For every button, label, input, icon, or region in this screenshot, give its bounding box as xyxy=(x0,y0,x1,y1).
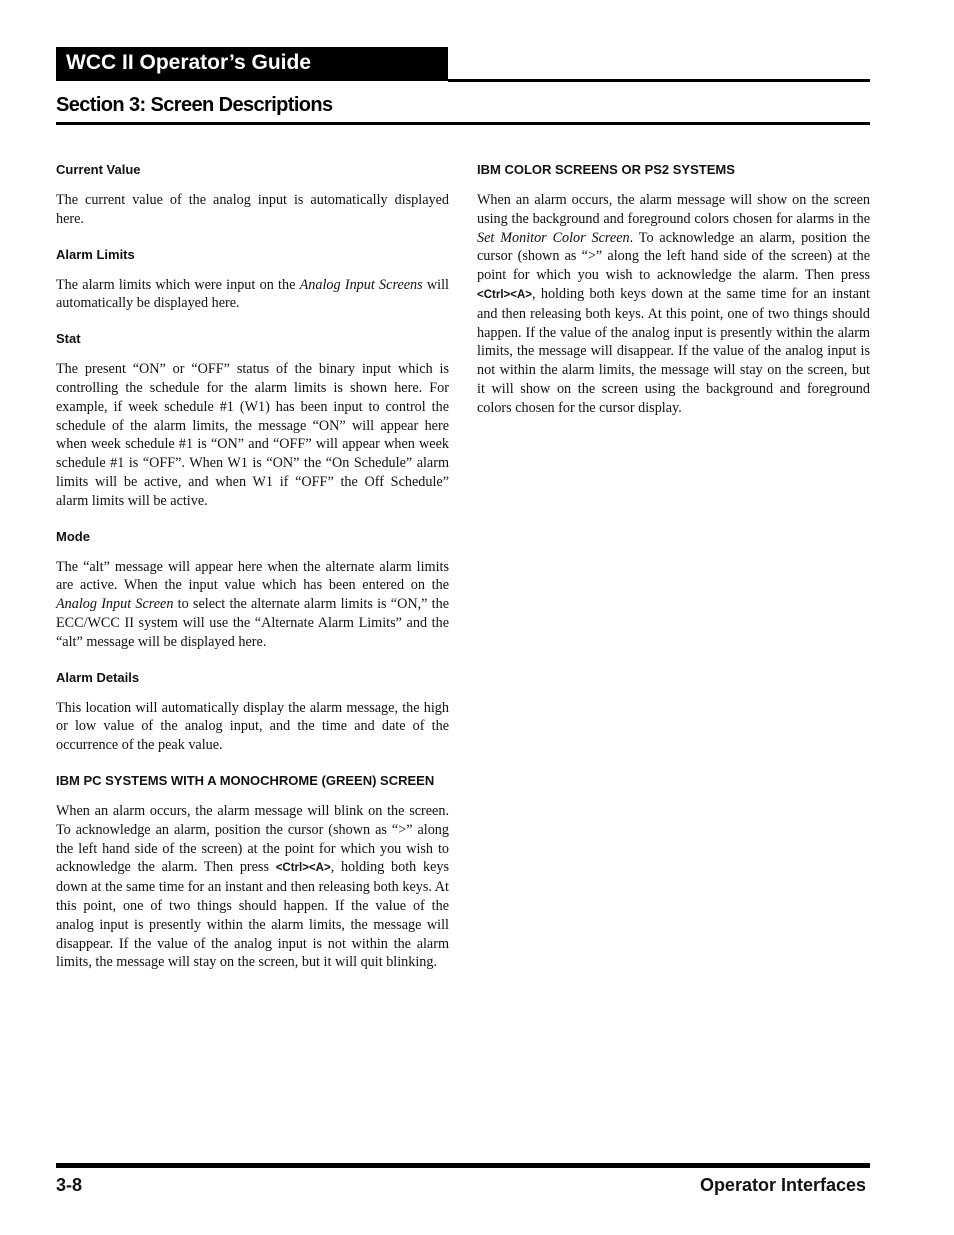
alarm-limits-heading: Alarm Limits xyxy=(56,246,135,262)
ctrl-a-key: <Ctrl><A> xyxy=(275,862,331,875)
current-value-heading: Current Value xyxy=(56,162,141,177)
page-number: 3-8 xyxy=(56,1175,83,1195)
mode-heading: Mode xyxy=(56,528,90,544)
ibm-color-heading: IBM COLOR SCREENS OR PS2 SYSTEMS xyxy=(477,162,735,177)
footer-title: Operator Interfaces xyxy=(699,1175,866,1195)
stat-heading: Stat xyxy=(56,331,81,347)
mode-text: The “alt” message will appear here when the alternate alarm limits are active. When the input value which has been entered on the Analog Input Screen to select the alternate alarm limits is “ON,” the ECC/WCC II system will use the “Alternate Alarm Limits” and the “alt” message will be displayed here. xyxy=(56,558,449,650)
ibm-color-text: When an alarm occurs, the alarm message will show on the screen using the background and foreground colors chosen for alarms in the Set Monitor Color Screen. To acknowledge an alarm, position the cursor (shown as “>” along the left hand side of the screen) at the point for which you wish to acknowledge the alarm. Then press <Ctrl><A>, holding both keys down at the same time for an instant and then releasing both keys. At this point, one of two things should happen. If the value of the analog input is presently within the alarm limits, the message will disappear. If the value of the analog input is not within the alarm limits, the message will stay on the screen, but it will show on the screen using the background and foreground colors chosen for the cursor display. xyxy=(477,192,870,416)
ibm-mono-text: When an alarm occurs, the alarm message will blink on the screen. To acknowledge an alarm, position the cursor (shown as “>” along the left hand side of the screen) at the point for which you wish to acknowledge the alarm. Then press <Ctrl><A>, holding both keys down at the same time for an instant and then releasing both keys. At this point, one of two things should happen. If the value of the analog input is presently within the alarm limits, the message will disappear. If the value of the analog input is not within the alarm limits, the message will stay on the screen, but it will quit blinking. xyxy=(56,802,449,971)
section-title: Section 3: Screen Descriptions xyxy=(56,94,333,116)
alarm-limits-text: The alarm limits which were input on the Analog Input Screens will automatically be displayed here. xyxy=(56,276,449,312)
ctrl-a-key: <Ctrl><A> xyxy=(477,288,532,301)
section-rule xyxy=(56,122,870,125)
right-column xyxy=(477,160,870,434)
guide-title: WCC II Operator’s Guide xyxy=(66,51,312,74)
stat-text: The present “ON” or “OFF” status of the binary input which is controlling the schedule for the alarm limits is shown here. For example, if week schedule #1 (W1) has been input to control the schedule of the alarm limits, the message “ON” will appear here when week schedule #1 is “ON” and “OFF” will appear when week schedule #1 is “OFF”. When W1 is “ON” the “On Schedule” alarm limits will be active, and when W1 if “OFF” the Off Schedule” alarm limits will be active. xyxy=(56,361,449,509)
left-column xyxy=(56,160,449,988)
current-value-text: The current value of the analog input is automatically displayed here. xyxy=(56,192,449,227)
ibm-mono-heading: IBM PC SYSTEMS WITH A MONOCHROME (GREEN) SCREEN xyxy=(56,772,435,788)
header-rule xyxy=(448,79,870,82)
alarm-details-heading: Alarm Details xyxy=(56,669,140,685)
footer-rule xyxy=(56,1163,870,1168)
guide-title-bar xyxy=(56,47,448,81)
alarm-details-text: This location will automatically display the alarm message, the high or low value of the analog input, and the time and date of the occurrence of the peak value. xyxy=(56,699,449,754)
